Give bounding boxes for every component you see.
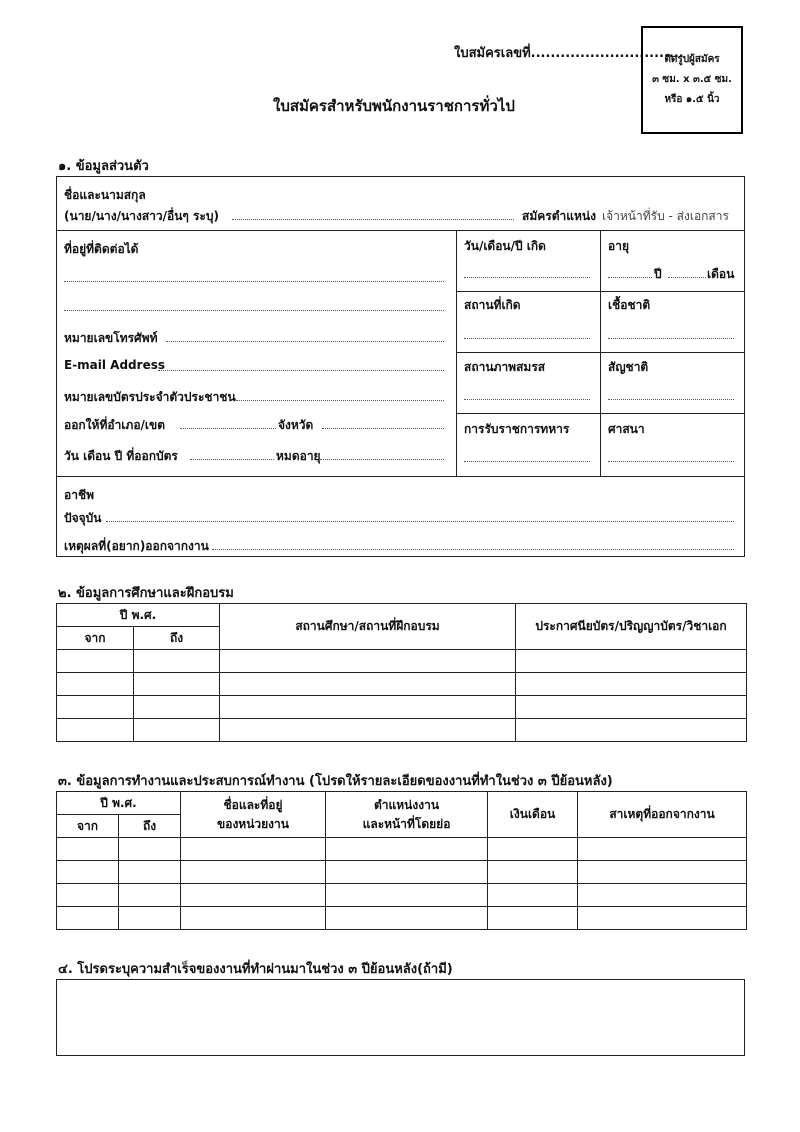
marital-status-label: สถานภาพสมรส — [464, 360, 546, 374]
education-from-header: จาก — [57, 627, 134, 650]
id-card-label: หมายเลขบัตรประจำตัวประชาชน — [64, 390, 236, 404]
section1-title: ๑. ข้อมูลส่วนตัว — [58, 159, 149, 174]
work-salary-header: เงินเดือน — [488, 792, 578, 838]
issued-at-label: ออกให้ที่อำเภอ/เขต — [64, 418, 166, 432]
form-title: ใบสมัครสำหรับพนักงานราชการทั่วไป — [273, 97, 515, 115]
military-service-label: การรับราชการทหาร — [464, 422, 570, 436]
work-org-header: ชื่อและที่อยู่ ของหน่วยงาน — [181, 792, 326, 838]
section2-title: ๒. ข้อมูลการศึกษาและฝึกอบรม — [58, 586, 234, 601]
province-field[interactable] — [322, 428, 444, 429]
work-position-header: ตำแหน่งงาน และหน้าที่โดยย่อ — [326, 792, 488, 838]
education-certificate-header: ประกาศนียบัตร/ปริญญาบัตร/วิชาเอก — [516, 604, 747, 650]
ethnicity-label: เชื้อชาติ — [608, 298, 651, 312]
table-row — [57, 696, 747, 719]
issue-date-label: วัน เดือน ปี ที่ออกบัตร — [64, 449, 178, 463]
achievements-box[interactable] — [56, 979, 745, 1056]
birthplace-field[interactable] — [464, 338, 590, 339]
phone-label: หมายเลขโทรศัพท์ — [64, 331, 158, 345]
birth-date-label: วัน/เดือน/ปี เกิด — [464, 239, 546, 253]
photo-box-line1: ติดรูปผู้สมัคร — [664, 54, 720, 65]
age-month-label: เดือน — [707, 267, 735, 281]
education-institution-header: สถานศึกษา/สถานที่ฝึกอบรม — [220, 604, 516, 650]
table-row — [57, 719, 747, 742]
section4-title: ๔. โปรดระบุความสำเร็จของงานที่ทำผ่านมาในช่วง ๓ ปีย้อนหลัง(ถ้ามี) — [58, 962, 453, 977]
address-label: ที่อยู่ที่ติดต่อได้ — [64, 242, 139, 256]
email-label: E-mail Address — [64, 358, 165, 372]
province-label: จังหวัด — [278, 418, 314, 432]
position-label: สมัครตำแหน่ง — [522, 209, 596, 223]
religion-label: ศาสนา — [608, 422, 645, 436]
military-service-field[interactable] — [464, 461, 590, 462]
photo-box-line2: ๓ ซม. x ๓.๕ ซม. — [652, 74, 732, 85]
age-label: อายุ — [608, 239, 629, 253]
table-row — [57, 650, 747, 673]
id-card-field[interactable] — [236, 400, 444, 401]
education-table — [56, 603, 747, 742]
expiry-label: หมดอายุ — [276, 449, 321, 463]
nationality-field[interactable] — [608, 399, 734, 400]
table-row — [57, 907, 747, 930]
leave-reason-field[interactable] — [212, 549, 734, 550]
table-row — [57, 861, 747, 884]
photo-box-line3: หรือ ๑.๕ นิ้ว — [664, 94, 720, 105]
current-occupation-label: ปัจจุบัน — [64, 511, 102, 525]
birth-date-field[interactable] — [464, 277, 590, 278]
ethnicity-field[interactable] — [608, 338, 734, 339]
address-field-1[interactable] — [64, 281, 444, 282]
table-row — [57, 884, 747, 907]
nationality-label: สัญชาติ — [608, 360, 649, 374]
position-value: เจ้าหน้าที่รับ - ส่งเอกสาร — [602, 209, 729, 223]
expiry-field[interactable] — [320, 459, 444, 460]
religion-field[interactable] — [608, 461, 734, 462]
section3-title: ๓. ข้อมูลการทำงานและประสบการณ์ทำงาน (โปรดให้รายละเอียดของงานที่ทำในช่วง ๓ ปีย้อนหลัง) — [58, 774, 613, 789]
table-row — [57, 673, 747, 696]
issued-at-field[interactable] — [180, 428, 276, 429]
education-to-header: ถึง — [134, 627, 220, 650]
education-year-header: ปี พ.ศ. — [57, 604, 220, 627]
occupation-label: อาชีพ — [64, 488, 94, 502]
marital-status-field[interactable] — [464, 399, 590, 400]
age-year-label: ปี — [654, 267, 662, 281]
work-year-header: ปี พ.ศ. — [57, 792, 181, 815]
email-field[interactable] — [158, 370, 444, 371]
name-label: ชื่อและนามสกุล — [64, 188, 146, 202]
age-year-field[interactable] — [608, 277, 652, 278]
work-experience-table — [56, 791, 747, 930]
work-from-header: จาก — [57, 815, 119, 838]
phone-field[interactable] — [166, 341, 444, 342]
birthplace-label: สถานที่เกิด — [464, 298, 521, 312]
work-to-header: ถึง — [119, 815, 181, 838]
address-field-2[interactable] — [64, 310, 444, 311]
issue-date-field[interactable] — [190, 459, 274, 460]
age-month-field[interactable] — [668, 277, 706, 278]
table-row — [57, 838, 747, 861]
name-prefix-label: (นาย/นาง/นางสาว/อื่นๆ ระบุ) — [64, 209, 220, 223]
leave-reason-label: เหตุผลที่(อยาก)ออกจากงาน — [64, 539, 209, 553]
current-occupation-field[interactable] — [106, 521, 734, 522]
application-number-label: ใบสมัครเลขที่............................... — [454, 46, 684, 61]
name-field[interactable] — [232, 219, 514, 220]
photo-box — [641, 26, 743, 134]
work-reason-header: สาเหตุที่ออกจากงาน — [578, 792, 747, 838]
